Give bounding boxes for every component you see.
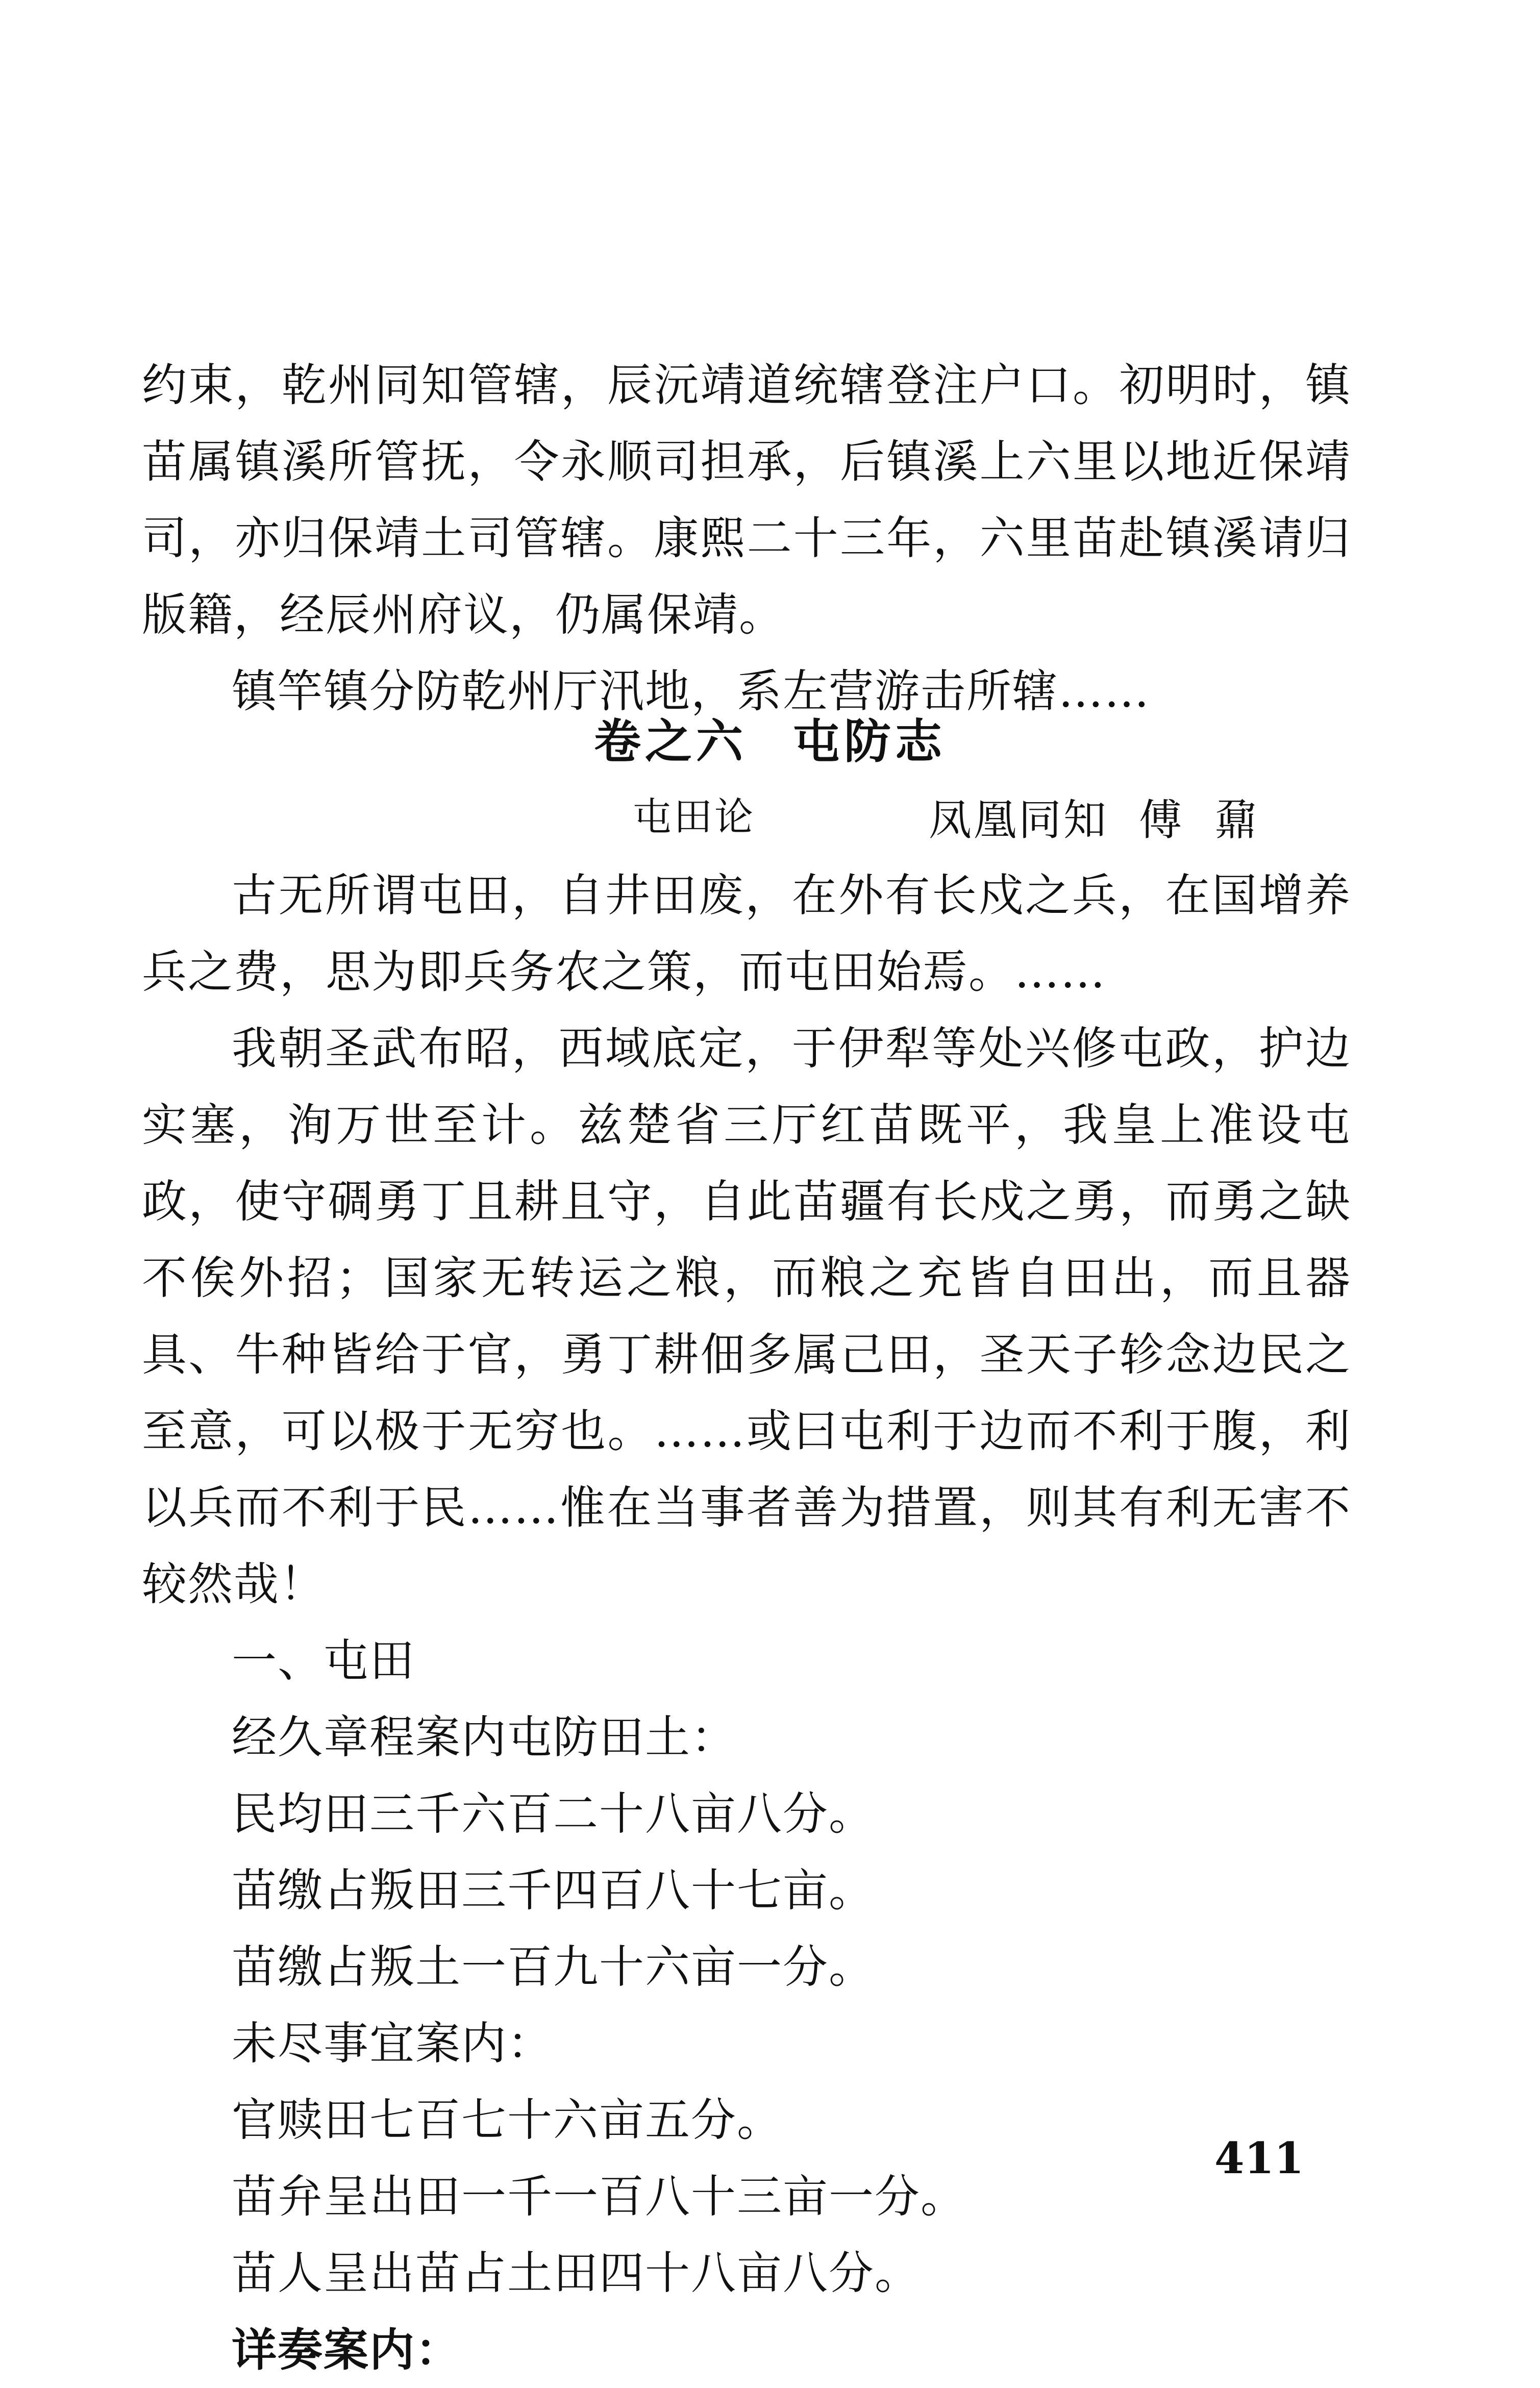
author-name-char-2: 鼐 — [1214, 795, 1260, 845]
page-number: 411 — [1214, 2133, 1304, 2183]
list-item: 苗缴占叛田三千四百八十七亩。 — [232, 1864, 875, 1917]
list-item: 苗弁呈出田一千一百八十三亩一分。 — [232, 2170, 967, 2223]
section-heading: 一、屯田 — [232, 1634, 416, 1687]
author-name-char-1: 傅 — [1139, 795, 1184, 845]
chapter-title — [0, 704, 1540, 772]
essay-body — [142, 857, 1351, 2388]
author-role: 凤凰同知 — [929, 795, 1109, 845]
essay-author — [929, 786, 1259, 848]
essay-paragraph-dynasty: 我朝圣武布昭，西域底定，于伊犁等处兴修屯政，护边实塞，洵万世至计。兹楚省三厅红苗既平，我皇上准设屯政，使守碉勇丁且耕且守，自此苗疆有长戍之勇，而勇之缺不俟外招；国家无转运之粮，而粮之充皆自田出，而且器具、牛种皆给于官，勇丁耕佃多属己田，圣天子轸念边民之至意，可以极于无穷也。……或曰屯利于边而不利于腹，利以兵而不利于民……惟在当事者善为措置，则其有利无害不较然哉！ — [142, 1022, 1351, 1610]
list-item: 详奏案内： — [232, 2323, 462, 2376]
chapter-number: 卷之六 — [593, 714, 747, 769]
list-item: 官赎田七百七十六亩五分。 — [232, 2094, 783, 2146]
essay-title: 屯田论 — [633, 794, 755, 839]
chapter-name: 屯防志 — [793, 714, 947, 769]
list-item: 苗缴占叛土一百九十六亩一分。 — [232, 1941, 875, 1993]
list-item: 民均田三千六百二十八亩八分。 — [232, 1787, 875, 1840]
list-item: 未尽事宜案内： — [232, 2017, 554, 2070]
paragraph-jurisdiction: 约束，乾州同知管辖，辰沅靖道统辖登注户口。初明时，镇苗属镇溪所管抚，令永顺司担承，后镇溪上六里以地近保靖司，亦归保靖土司管辖。康熙二十三年，六里苗赴镇溪请归版籍，经辰州府议，仍属保靖。 — [142, 359, 1351, 641]
top-text-block — [142, 347, 1351, 730]
list-item: 苗人呈出苗占土田四十八亩八分。 — [232, 2247, 921, 2299]
essay-paragraph-origin: 古无所谓屯田，自井田废，在外有长戍之兵，在国增养兵之费，思为即兵务农之策，而屯田始焉。…… — [142, 869, 1351, 998]
list-item: 经久章程案内屯防田土： — [232, 1711, 737, 1763]
paragraph-garrison: 镇竿镇分防乾州厅汛地，系左营游击所辖…… — [232, 665, 1151, 717]
